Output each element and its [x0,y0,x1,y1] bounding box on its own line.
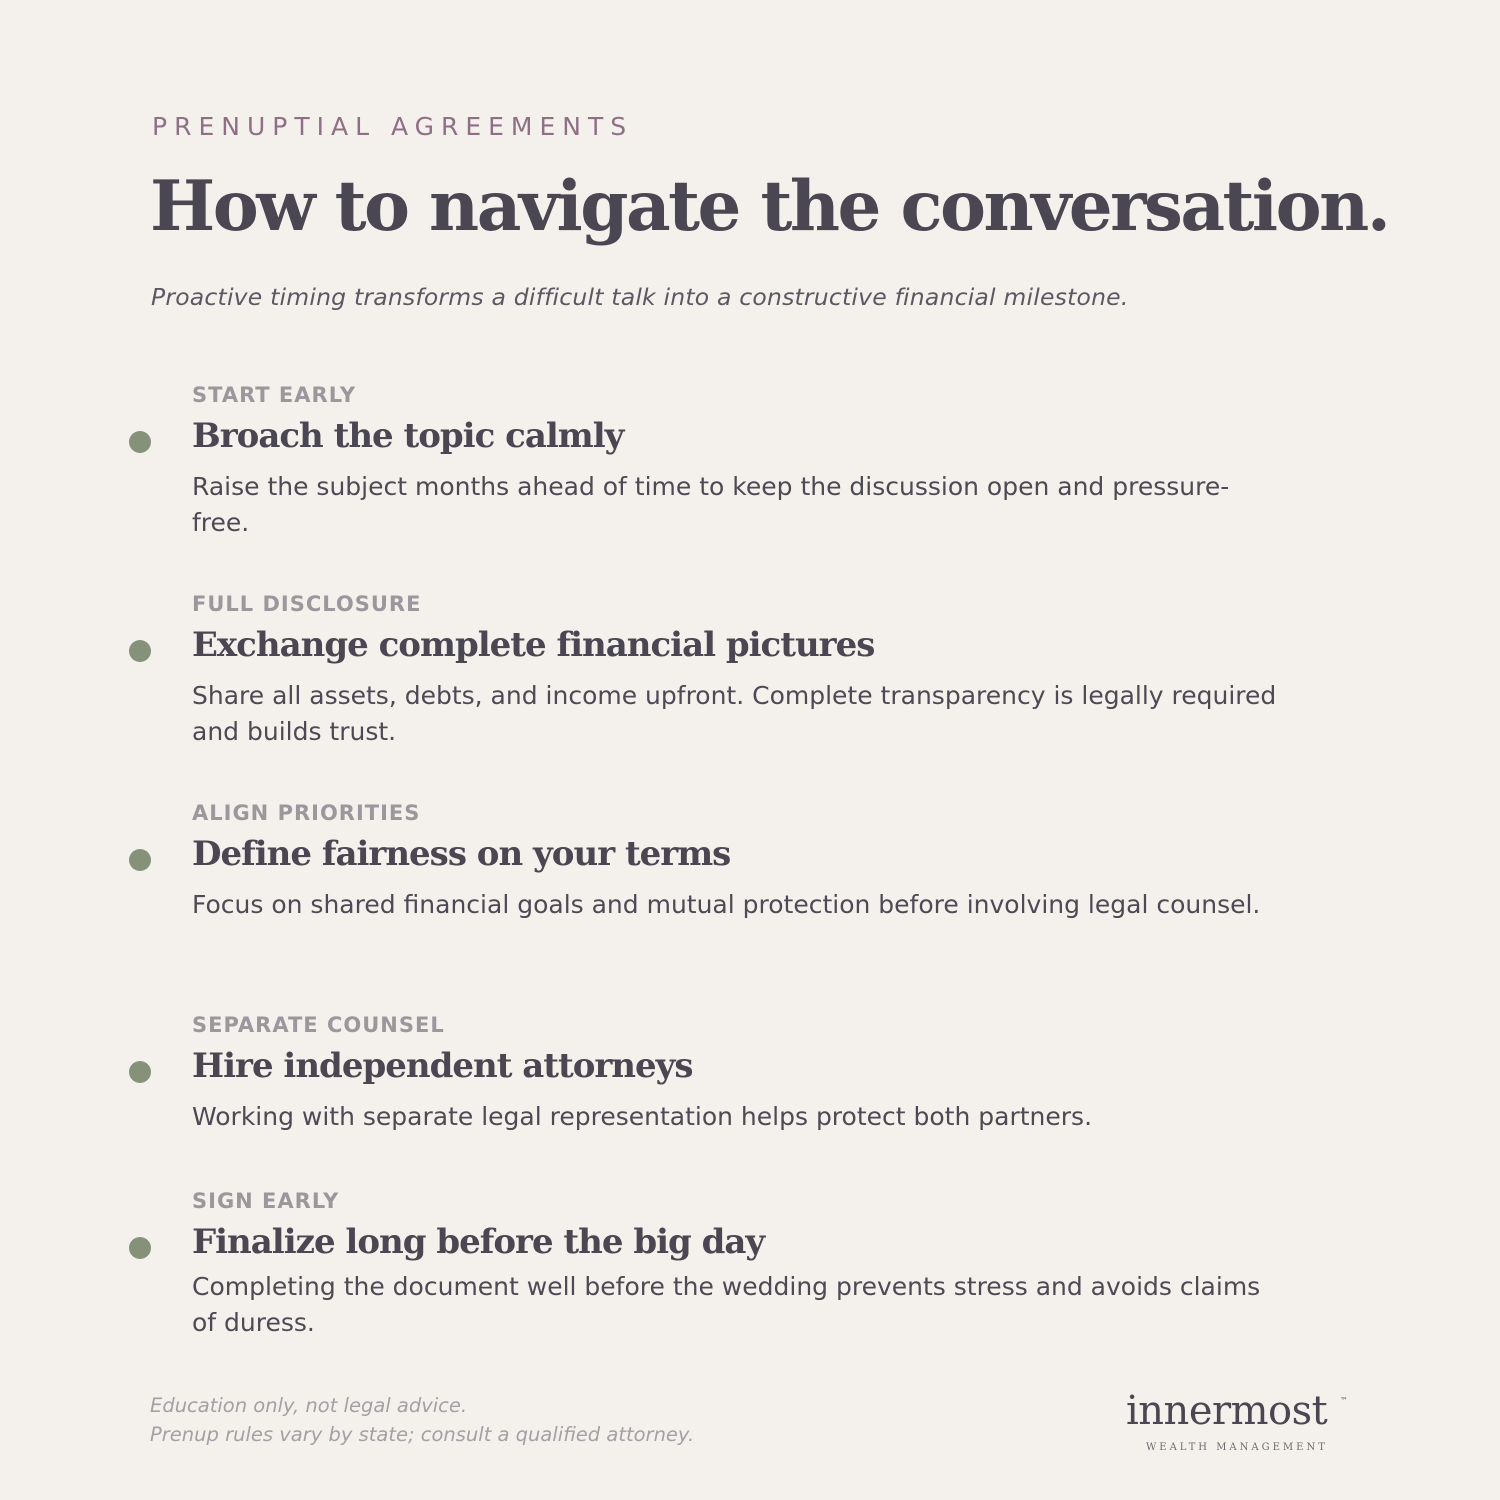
step-tag: START EARLY [192,383,357,407]
bullet-dot-icon [129,640,151,662]
step-body: Completing the document well before the wedding prevents stress and avoids claims of duress. [192,1272,1261,1337]
bullet-dot-icon [129,431,151,453]
page-title: How to navigate the conversation. [150,166,1389,247]
step-body: Raise the subject months ahead of time to keep the discussion open and pressure-free. [192,472,1230,537]
step-heading: Broach the topic calmly [192,416,624,456]
brand-logo [1120,1388,1350,1456]
step-heading: Define fairness on your terms [192,834,731,874]
step-heading: Exchange complete financial pictures [192,625,875,665]
logo-wordmark: innermost [1126,1388,1328,1434]
disclaimer-line: Education only, not legal advice. [150,1394,468,1417]
step-body: Working with separate legal representation helps protect both partners. [192,1102,1093,1131]
logo-trademark: ™ [1340,1396,1348,1405]
page-subtitle: Proactive timing transforms a difficult talk into a constructive financial milestone. [151,283,1129,311]
bullet-dot-icon [129,1061,151,1083]
bullet-dot-icon [129,1237,151,1259]
step-heading: Finalize long before the big day [192,1222,765,1262]
logo-tagline: WEALTH MANAGEMENT [1146,1442,1328,1453]
step-tag: SEPARATE COUNSEL [192,1013,445,1037]
step-tag: SIGN EARLY [192,1189,340,1213]
eyebrow-label: PRENUPTIAL AGREEMENTS [152,112,634,141]
disclaimer-line: Prenup rules vary by state; consult a qualified attorney. [150,1423,695,1446]
bullet-dot-icon [129,849,151,871]
step-body: Focus on shared financial goals and mutual protection before involving legal counsel. [192,890,1261,919]
step-heading: Hire independent attorneys [192,1046,693,1086]
step-tag: ALIGN PRIORITIES [192,801,421,825]
disclaimer [150,1391,694,1449]
step-body: Share all assets, debts, and income upfront. Complete transparency is legally required and builds trust. [192,681,1277,746]
step-tag: FULL DISCLOSURE [192,592,422,616]
